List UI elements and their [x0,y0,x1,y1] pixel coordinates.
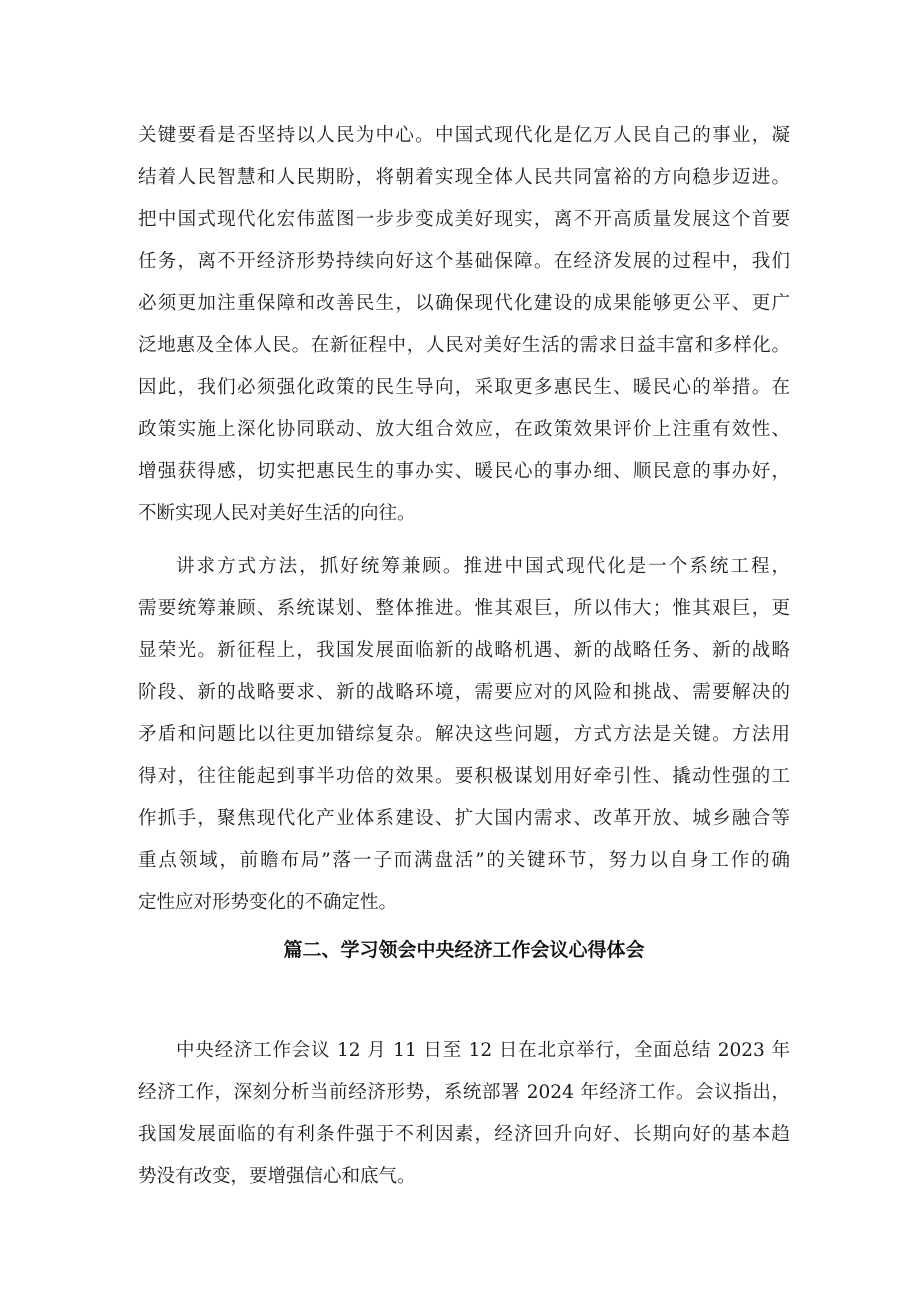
paragraph3-line: 我国发展面临的有利条件强于不利因素，经济回升向好、长期向好的基本趋 [138,1124,790,1145]
paragraph2-line: 矛盾和问题比以往更加错综复杂。解决这些问题，方式方法是关键。方法用 [138,724,790,745]
paragraph1-line: 因此，我们必须强化政策的民生导向，采取更多惠民生、暖民心的举措。在 [138,377,790,398]
paragraph1-line: 增强获得感，切实把惠民生的事办实、暖民心的事办细、顺民意的事办好， [138,461,790,482]
paragraph2-line: 阶段、新的战略要求、新的战略环境，需要应对的风险和挑战、需要解决的 [138,682,790,703]
paragraph2-line: 定性应对形势变化的不确定性。 [138,892,398,913]
paragraph1-line: 必须更加注重保障和改善民生，以确保现代化建设的成果能够更公平、更广 [138,293,790,314]
paragraph1-line: 关键要看是否坚持以人民为中心。中国式现代化是亿万人民自己的事业，凝 [138,125,790,146]
paragraph1-line: 结着人民智慧和人民期盼，将朝着实现全体人民共同富裕的方向稳步迈进。 [138,167,790,188]
section-title: 篇二、学习领会中央经济工作会议心得体会 [283,939,645,961]
paragraph1-line: 不断实现人民对美好生活的向往。 [138,503,416,524]
paragraph2-line: 需要统筹兼顾、系统谋划、整体推进。惟其艰巨，所以伟大；惟其艰巨，更 [138,598,790,619]
paragraph2-line: 重点领域，前瞻布局”落一子而满盘活”的关键环节，努力以自身工作的确 [138,850,790,871]
paragraph1-line: 政策实施上深化协同联动、放大组合效应，在政策效果评价上注重有效性、 [138,419,790,440]
paragraph2-line: 显荣光。新征程上，我国发展面临新的战略机遇、新的战略任务、新的战略 [138,640,790,661]
paragraph1-line: 任务，离不开经济形势持续向好这个基础保障。在经济发展的过程中，我们 [138,251,790,272]
paragraph2-line: 得对，往往能起到事半功倍的效果。要积极谋划用好牵引性、撬动性强的工 [138,766,790,787]
paragraph1-line: 泛地惠及全体人民。在新征程中，人民对美好生活的需求日益丰富和多样化。 [138,335,790,356]
paragraph2-line: 讲求方式方法，抓好统筹兼顾。推进中国式现代化是一个系统工程， [176,556,790,577]
paragraph3-line: 势没有改变，要增强信心和底气。 [138,1166,416,1187]
paragraph3-line: 经济工作，深刻分析当前经济形势，系统部署 2024 年经济工作。会议指出， [138,1082,790,1103]
paragraph2-line: 作抓手，聚焦现代化产业体系建设、扩大国内需求、改革开放、城乡融合等 [138,808,790,829]
paragraph1-line: 把中国式现代化宏伟蓝图一步步变成美好现实，离不开高质量发展这个首要 [138,209,790,230]
paragraph3-line: 中央经济工作会议 12 月 11 日至 12 日在北京举行，全面总结 2023 年 [176,1040,790,1061]
